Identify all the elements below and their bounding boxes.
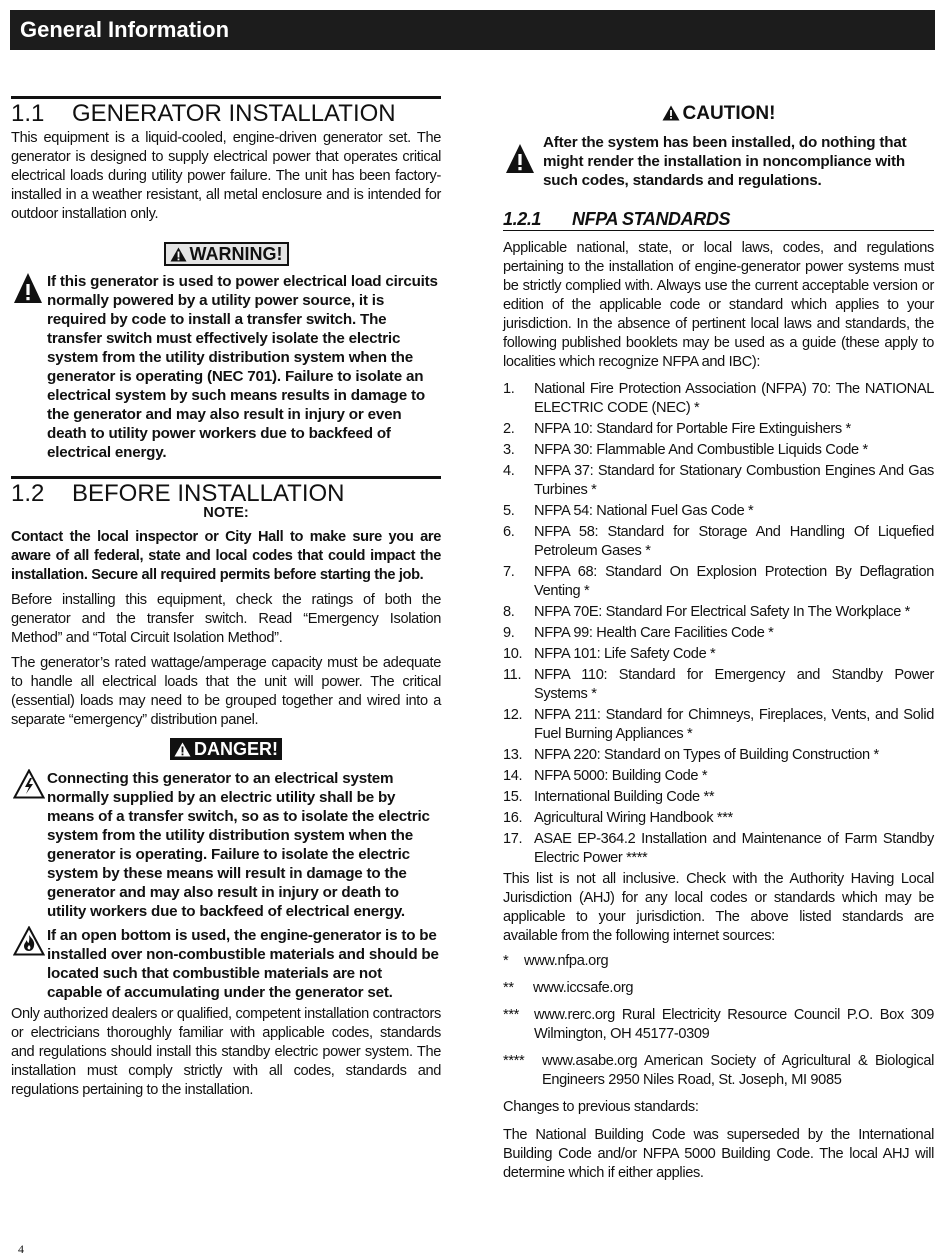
standard-number: 7.	[503, 564, 515, 580]
warning-message	[11, 272, 441, 462]
standard-text: NFPA 220: Standard on Types of Building Construction *	[534, 747, 879, 763]
standard-number: 12.	[503, 707, 523, 723]
standard-text: NFPA 37: Standard for Stationary Combustion Engines And Gas Turbines *	[534, 463, 934, 498]
caution-triangle-icon	[662, 105, 680, 121]
standard-item	[503, 666, 934, 704]
electrical-shock-icon	[13, 769, 45, 799]
source-mark: ****	[503, 1053, 525, 1069]
standard-item	[503, 706, 934, 744]
standard-item	[503, 563, 934, 601]
source-text: www.asabe.org American Society of Agricultural & Biological Engineers 2950 Niles Road, St. Joseph, MI 9085	[542, 1053, 934, 1088]
standard-item	[503, 767, 934, 786]
standard-text: NFPA 99: Health Care Facilities Code *	[534, 625, 774, 641]
source-mark: **	[503, 980, 514, 996]
standard-item	[503, 462, 934, 500]
caution-message	[503, 133, 934, 190]
danger-text-fire: If an open bottom is used, the engine-generator is to be installed over non-combustible materials and should be located such that combustible materials are not capable of accumulating under the generator set.	[47, 927, 439, 1001]
standard-text: NFPA 10: Standard for Portable Fire Extinguishers *	[534, 421, 851, 437]
warning-triangle-icon	[170, 247, 187, 262]
standard-text: International Building Code **	[534, 789, 715, 805]
changes-heading: Changes to previous standards:	[503, 1099, 699, 1115]
standard-text: NFPA 54: National Fuel Gas Code *	[534, 503, 754, 519]
standard-item	[503, 380, 934, 418]
source-text: www.rerc.org Rural Electricity Resource Council P.O. Box 309 Wilmington, OH 45177-0309	[534, 1007, 934, 1042]
right-column	[503, 104, 934, 1183]
section-1-1-intro: This equipment is a liquid-cooled, engine-driven generator set. The generator is designed to supply electrical power that operates critical electrical loads during utility power failure. The unit has been factory-installed in a weather resistant, all metal enclosure and is intended for outdoor installation only.	[11, 130, 441, 222]
standard-number: 8.	[503, 604, 515, 620]
standard-number: 13.	[503, 747, 523, 763]
section-1-1-heading	[11, 96, 441, 127]
standard-item	[503, 420, 934, 439]
caution-triangle-icon	[505, 143, 535, 174]
note-label: NOTE:	[203, 505, 249, 521]
section-1-2-para-2: The generator’s rated wattage/amperage capacity must be adequate to handle all electrical loads that the unit will power. The critical (essential) loads may need to be grouped together and wired into a separate “emergency” distribution panel.	[11, 655, 441, 728]
standard-number: 15.	[503, 789, 523, 805]
source-text: www.nfpa.org	[524, 953, 609, 969]
danger-text-electrical: Connecting this generator to an electrical system normally supplied by an electric utility shall be by means of a transfer switch, so as to isolate the electric system from the utility distribution system when the generator is operating. Failure to isolate the electric system by these means will result in damage to the generator and may also result in injury or death to utility workers due to backfeed of electrical energy.	[47, 770, 430, 920]
internet-sources	[503, 952, 934, 1090]
standard-number: 14.	[503, 768, 523, 784]
note-text: Contact the local inspector or City Hall to make sure you are aware of all federal, state and local codes that could impact the installation. Secure all required permits before starting the job.	[11, 529, 441, 583]
changes-text: The National Building Code was superseded by the International Building Code and/or NFPA 5000 Building Code. The local AHJ will determine which if either applies.	[503, 1127, 934, 1181]
source-item	[503, 979, 934, 998]
page-number: 4	[18, 1242, 24, 1256]
danger-sign	[11, 738, 441, 760]
danger-label: DANGER!	[194, 739, 278, 759]
standard-number: 1.	[503, 381, 515, 397]
section-1-2-para-3: Only authorized dealers or qualified, competent installation contractors or electricians thoroughly familiar with applicable codes, standards and regulations should install this standby electric power system. The installation must comply strictly with all codes, standards and regulations pertaining to the installation.	[11, 1006, 441, 1098]
standard-text: NFPA 70E: Standard For Electrical Safety In The Workplace *	[534, 604, 910, 620]
source-item	[503, 952, 934, 971]
section-title: NFPA STANDARDS	[572, 209, 731, 229]
section-title: GENERATOR INSTALLATION	[72, 100, 396, 127]
standard-text: NFPA 30: Flammable And Combustible Liquids Code *	[534, 442, 868, 458]
standard-text: National Fire Protection Association (NFPA) 70: The NATIONAL ELECTRIC CODE (NEC) *	[534, 381, 934, 416]
source-mark: ***	[503, 1007, 519, 1023]
page-header	[10, 10, 935, 50]
standard-number: 11.	[503, 667, 522, 683]
source-text: www.iccsafe.org	[533, 980, 634, 996]
standard-text: Agricultural Wiring Handbook ***	[534, 810, 733, 826]
section-number: 1.2.1	[503, 209, 542, 229]
section-title: BEFORE INSTALLATION	[72, 480, 345, 507]
warning-triangle-icon	[13, 272, 43, 305]
standard-number: 9.	[503, 625, 515, 641]
standard-number: 6.	[503, 524, 515, 540]
nfpa-after-list: This list is not all inclusive. Check with the Authority Having Local Jurisdiction (AHJ) for any local codes or standards which may be applicable to your jurisdiction. The above listed standards are available from the following internet sources:	[503, 871, 934, 944]
standard-number: 17.	[503, 831, 523, 847]
warning-label: WARNING!	[189, 244, 283, 264]
danger-message-fire	[11, 926, 441, 1002]
standard-number: 5.	[503, 503, 515, 519]
standard-number: 2.	[503, 421, 515, 437]
standard-number: 4.	[503, 463, 515, 479]
source-item	[503, 1052, 934, 1090]
standard-item	[503, 645, 934, 664]
standard-text: NFPA 211: Standard for Chimneys, Fireplaces, Vents, and Solid Fuel Burning Appliances *	[534, 707, 934, 742]
standard-item	[503, 502, 934, 521]
warning-sign	[11, 242, 441, 266]
standard-number: 16.	[503, 810, 523, 826]
caution-sign	[503, 104, 934, 124]
standard-item	[503, 523, 934, 561]
standards-list	[503, 380, 934, 868]
caution-label: CAUTION!	[682, 103, 776, 124]
standard-text: ASAE EP-364.2 Installation and Maintenance of Farm Standby Electric Power ****	[534, 831, 934, 866]
nfpa-intro: Applicable national, state, or local laws, codes, and regulations pertaining to the installation of engine-generator power systems must be strictly complied with. Always use the current acceptable version or edition of the applicable code or standard which applies to your jurisdiction. In the absence of pertinent local laws and standards, the following published booklets may be used as a guide (these apply to localities which recognize NFPA and IBC):	[503, 240, 934, 370]
standard-item	[503, 603, 934, 622]
standard-item	[503, 746, 934, 765]
standard-number: 3.	[503, 442, 515, 458]
standard-text: NFPA 101: Life Safety Code *	[534, 646, 716, 662]
section-1-2-heading	[11, 476, 441, 507]
left-column	[11, 96, 441, 1100]
warning-text: If this generator is used to power electrical load circuits normally powered by a utility power source, it is required by code to install a transfer switch. The transfer switch must effectively isolate the electric system from the utility distribution system when the generator is operating (NEC 701). Failure to isolate an electrical system by such means results in damage to the generator and may also result in injury or even death to utility power workers due to backfeed of electrical energy.	[47, 273, 438, 461]
fire-hazard-icon	[13, 926, 45, 956]
section-1-2-para-1: Before installing this equipment, check the ratings of both the generator and the transfer switch. Read “Emergency Isolation Method” and “Total Circuit Isolation Method”.	[11, 592, 441, 646]
source-item	[503, 1006, 934, 1044]
standard-number: 10.	[503, 646, 523, 662]
standard-item	[503, 624, 934, 643]
standard-item	[503, 830, 934, 868]
section-1-2-1-heading	[503, 208, 934, 231]
standard-item	[503, 441, 934, 460]
standard-item	[503, 788, 934, 807]
standard-text: NFPA 110: Standard for Emergency and Standby Power Systems *	[534, 667, 934, 702]
danger-message-electrical	[11, 769, 441, 921]
section-number: 1.1	[11, 100, 45, 127]
standard-text: NFPA 58: Standard for Storage And Handling Of Liquefied Petroleum Gases *	[534, 524, 934, 559]
danger-triangle-icon	[174, 742, 191, 757]
standard-item	[503, 809, 934, 828]
caution-text: After the system has been installed, do nothing that might render the installation in noncompliance with such codes, standards and regulations.	[543, 134, 907, 189]
standard-text: NFPA 68: Standard On Explosion Protection By Deflagration Venting *	[534, 564, 934, 599]
section-number: 1.2	[11, 480, 45, 507]
source-mark: *	[503, 953, 509, 969]
standard-text: NFPA 5000: Building Code *	[534, 768, 708, 784]
header-title: General Information	[20, 17, 230, 42]
